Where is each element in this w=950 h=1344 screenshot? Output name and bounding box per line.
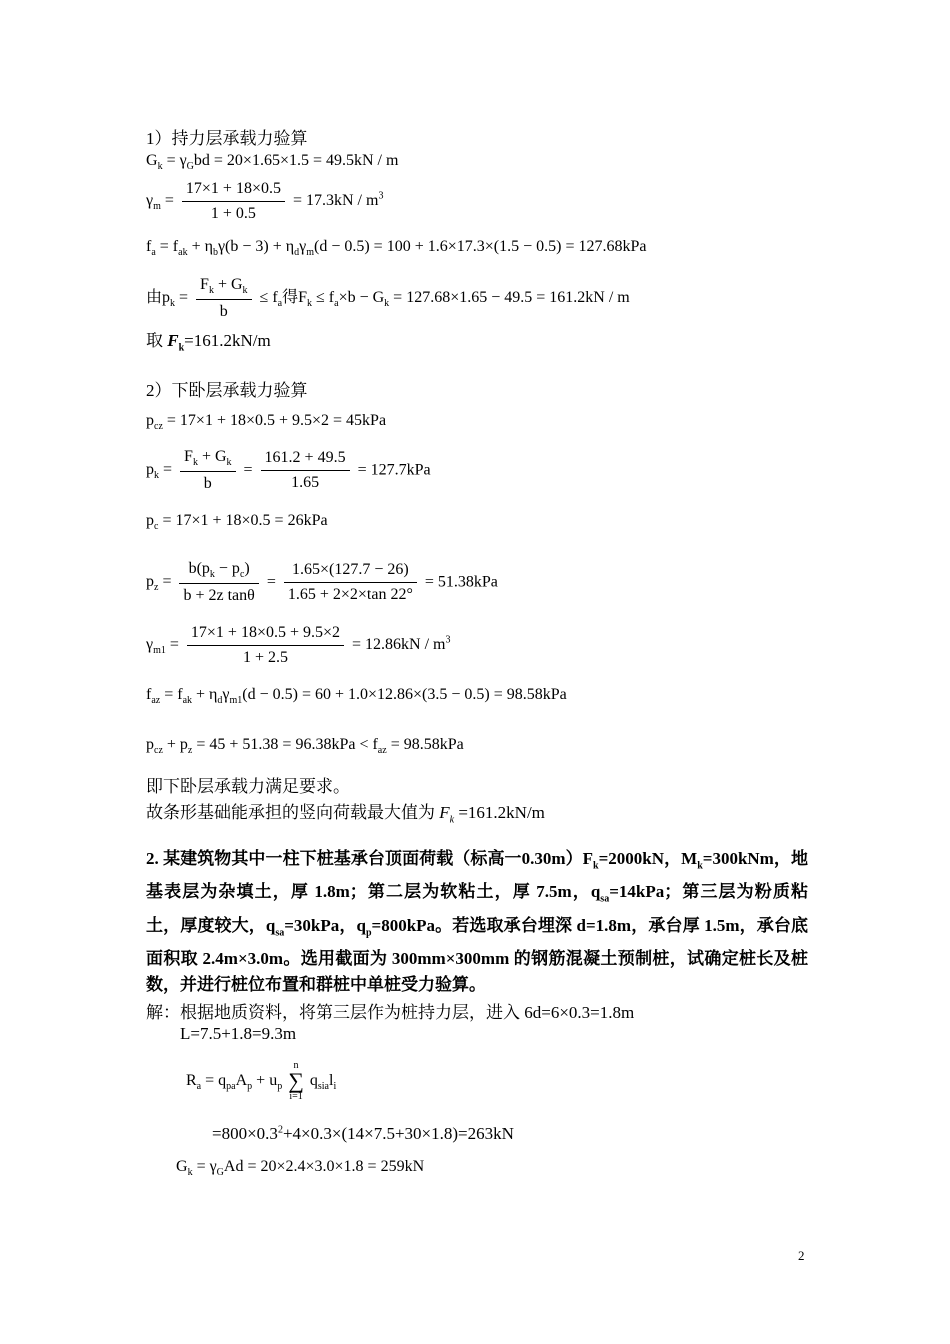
pk2-lhs: $p_k$ = xyxy=(146,461,173,482)
pz-numerator-2: 1.65×(127.7 − 26) xyxy=(284,561,417,583)
ra-value: $=800\times 0.3^2+4\times 0.3\times(14\times 7.5+30\times 1.8)=263kN$ xyxy=(212,1124,514,1143)
formula-pcz: $p_{cz} = 17\times 1 + 18\times 0.5 + 9.5\times 2 = 45kPa$ xyxy=(146,412,387,433)
pz-rhs: = 51.38kPa xyxy=(424,573,498,591)
section-1-heading: 1）持力层承载力验算 xyxy=(146,129,308,148)
formula-gamma-m1 xyxy=(146,624,450,667)
sum-upper: n xyxy=(293,1060,299,1071)
pz-fraction-2 xyxy=(284,561,417,604)
formula-gk: $G_k = \gamma_Gbd = 20\times 1.65\times 1.5 = 49.5kN / m$ xyxy=(146,152,399,173)
sum-lower: i=1 xyxy=(289,1091,303,1102)
formula-check: $p_{cz} + p_z = 45 + 51.38 = 96.38kPa < f_{az} = 98.58kPa$ xyxy=(146,736,464,757)
gamma-m1-fraction xyxy=(187,624,344,667)
pk-denominator: b xyxy=(219,303,228,321)
gamma-m-lhs: $\gamma_m$ = xyxy=(146,192,174,213)
gamma-m1-rhs: = $12.86kN / m^3$ xyxy=(352,634,451,654)
pz-denominator-2: 1.65 + 2×2×tan 22° xyxy=(287,586,413,604)
equals-sign: = xyxy=(243,461,253,479)
pk2-denominator-1: b xyxy=(203,475,212,493)
formula-gamma-m xyxy=(146,180,383,223)
equals-sign: = xyxy=(266,573,276,591)
gamma-m1-numerator: 17×1 + 18×0.5 + 9.5×2 xyxy=(187,624,344,646)
pk2-rhs: = 127.7kPa xyxy=(357,461,431,479)
conclusion-1: 即下卧层承载力满足要求。 xyxy=(146,777,350,796)
gamma-m-denominator: 1 + 0.5 xyxy=(210,205,256,222)
gamma-m-fraction xyxy=(182,180,285,223)
formula-fa: $f_a = f_{ak} + \eta_b\gamma(b - 3) + \eta_d\gamma_m(d - 0.5) = 100 + 1.6\times 17.3\times(1.5 - 0.5) = 127.68kPa$ xyxy=(146,238,647,259)
gamma-m1-lhs: $\gamma_{m1}$ = xyxy=(146,636,179,657)
formula-pz xyxy=(146,560,498,605)
page-number: 2 xyxy=(798,1248,805,1263)
summation xyxy=(288,1060,304,1102)
pk-lhs: 由$p_k$ = xyxy=(146,289,189,310)
pk2-numerator-1: $F_k + G_k$ xyxy=(180,448,235,472)
solution-intro: 解：根据地质资料，将第三层作为桩持力层，进入 6d=6×0.3=1.8m xyxy=(146,1003,635,1022)
pz-numerator-1: $b(p_k - p_c)$ xyxy=(179,560,258,584)
solution-length: L=7.5+1.8=9.3m xyxy=(180,1024,297,1043)
conclusion-2: 故条形基础能承担的竖向荷载最大值为 $F_k =161.2kN/m$ xyxy=(146,803,545,826)
pz-denominator-1: b + 2z tanθ xyxy=(183,587,255,605)
ra-lhs: $R_a = q_{pa}A_p + u_p$ xyxy=(186,1071,283,1092)
problem-2-statement: 2. 某建筑物其中一柱下桩基承台顶面荷载（标高一$0.30m)F_k=2000kN$，$M_k=300kNm$，地基表层为杂填土，厚 1.8m；第二层为软粘土，厚 7.5m，$q_{sa}=14kPa$；第三层为粉质粘土，厚度较大，$q_{sa}=30kPa$，$q_p=800kPa$。若选取承台埋深 d=1.8m，承台厚 1.5m，承台底面积取 2.4m×3.0m。选用截面为 300mm×300mm 的钢筋混凝土预制桩，试确定桩长及桩数，并进行桩位布置和群桩中单桩受力验算。 xyxy=(146,849,808,995)
formula-gk-2: $G_k = \gamma_GAd = 20\times 2.4\times 3.0\times 1.8 = 259kN$ xyxy=(176,1158,425,1179)
formula-ra xyxy=(186,1060,336,1102)
ra-rhs: $q_{sia}l_i$ xyxy=(309,1071,337,1092)
gamma-m1-denominator: 1 + 2.5 xyxy=(242,649,288,666)
formula-pk-2 xyxy=(146,448,431,493)
sigma-symbol: ∑ xyxy=(288,1068,304,1093)
formula-pk xyxy=(146,276,630,321)
pk-rhs: ≤ $f_a$得$F_k \le f_a\times b - G_k = 127.68\times 1.65 - 49.5 = 161.2kN / m$ xyxy=(259,289,630,310)
formula-pc: $p_c = 17\times 1 + 18\times 0.5 = 26kPa$ xyxy=(146,512,328,533)
pz-lhs: $p_z$ = xyxy=(146,573,172,594)
formula-faz: $f_{az} = f_{ak} + \eta_d\gamma_{m1}(d - 0.5) = 60 + 1.0\times 12.86\times(3.5 - 0.5) = 98.58kPa$ xyxy=(146,686,567,707)
pk-fraction xyxy=(196,276,251,321)
pk-numerator: $F_k + G_k$ xyxy=(196,276,251,300)
gamma-m-numerator: 17×1 + 18×0.5 xyxy=(182,180,285,202)
gamma-m-rhs: = $17.3kN / m^3$ xyxy=(292,190,384,210)
pk2-numerator-2: 161.2 + 49.5 xyxy=(261,449,350,471)
pk2-fraction-2 xyxy=(261,449,350,492)
section-2-heading: 2）下卧层承载力验算 xyxy=(146,381,308,400)
take-fk: 取 $F_k=161.2kN/m$ xyxy=(146,331,271,354)
pz-fraction-1 xyxy=(179,560,258,605)
pk2-fraction-1 xyxy=(180,448,235,493)
pk2-denominator-2: 1.65 xyxy=(291,474,320,492)
